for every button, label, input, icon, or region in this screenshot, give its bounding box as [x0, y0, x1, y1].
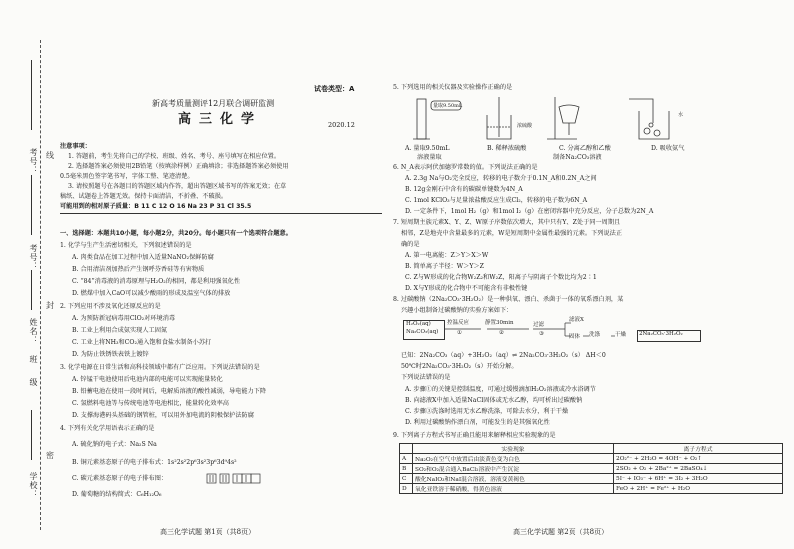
q6-option-c: C. 1mol KClO₃与足量浓盐酸反应生成Cl₂，转移的电子数为6N_A	[405, 197, 588, 204]
flow-step-1-num: ①	[457, 330, 462, 336]
q5-apparatus-figure	[407, 93, 737, 143]
atomic-masses: 可能用到的相对原子质量：B 11 C 12 O 16 Na 23 P 31 Cl 35.5	[60, 203, 252, 210]
notice-line-3: 0.5毫米黑色签字笔书写，字体工整、笔迹清楚。	[60, 173, 194, 180]
exam-date: 2020.12	[328, 121, 355, 129]
q5-acid-tag: 浓硫酸	[517, 123, 533, 129]
q5-option-a: A. 量取9.50mL	[405, 145, 450, 152]
q5-option-c: C. 分离乙醇和乙酸	[559, 145, 611, 152]
q7-stem-1: 7. 短周期主族元素X、Y、Z、W原子序数依次增大，其中只有Y、Z处于同一周期且	[393, 219, 621, 226]
table-header-cell: 实验现象	[413, 444, 614, 454]
flow-arrows	[443, 322, 643, 342]
page-2	[393, 0, 788, 549]
orbital-diagram	[206, 473, 276, 485]
flow-filter-num: ③	[539, 331, 544, 337]
q3-option-a: A. 锌锰干电池使用后电池内部的电能可以实现能量转化	[72, 376, 223, 383]
table-cell: 5I⁻ + IO₃⁻ + 6H⁺ = 3I₂ + 3H₂O	[614, 474, 783, 484]
notice-line-5: 稿纸、试题卷上答题无效。保持卡面清洁，不折叠、不破损。	[60, 193, 228, 200]
q3-option-d: D. 支撑海港码头基础的钢管桩，可以用外加电流的阴极保护法防腐	[72, 412, 254, 419]
q3-stem: 3. 化学电源在日常生活和高科技领域中都有广泛应用。下列说法错误的是	[60, 364, 260, 371]
q1-stem: 1. 化学与生产生活密切相关，下列叙述错误的是	[60, 242, 192, 249]
q8-option-a: A. 步骤①的关键是控制温度，可通过缓慢滴加H₂O₂溶液或冷水浴调节	[405, 386, 596, 393]
q1-option-a: A. 肉类食品在加工过程中加入适量NaNO₂保鲜防腐	[72, 254, 214, 261]
table-cell: B	[400, 464, 413, 474]
seal-char-3: 密	[46, 451, 54, 460]
table-cell: Na₂O₂在空气中放置后由淡黄色变为白色	[413, 454, 614, 464]
q7-stem-3: 确的是	[401, 241, 420, 248]
fill-line-3	[31, 270, 32, 310]
table-row	[400, 464, 783, 474]
q3-option-c: C. 氢燃料电池等与传统电池等电池相比，能量转化效率高	[72, 400, 229, 407]
divider	[60, 213, 382, 214]
q7-option-d: D. X与Y形成的化合物中不可能含有非极性键	[405, 285, 528, 292]
table-row	[400, 474, 783, 484]
q5-sub-a: 溶液量取	[417, 154, 442, 161]
q2-option-d: D. 为防止铁锈铁表铁上镀锌	[72, 351, 149, 358]
q7-option-a: A. 第一电离能：Z＞Y＞X＞W	[405, 252, 489, 259]
table-cell: FeO + 2H⁺ = Fe²⁺ + H₂O	[614, 484, 783, 494]
q4-option-b: B. 铜元素基态原子的电子排布式：1s²2s²2p⁶3s²3p⁶3d⁹4s²	[72, 459, 237, 466]
q6-option-b: B. 12g金刚石中含有的碳碳单键数为4N_A	[405, 186, 523, 193]
label-kaohao: 考号：	[29, 148, 38, 175]
q5-cylinder-tag: 量取9.50mL	[433, 103, 463, 109]
table-cell: SO₂和O₂混合通入BaCl₂溶液中产生沉淀	[413, 464, 614, 474]
q8-ask: 下列说法错误的是	[401, 374, 451, 381]
cut-line	[40, 40, 41, 530]
q7-option-b: B. 简单离子半径：W＞Y＞Z	[405, 263, 484, 270]
flow-na2co3: Na₂CO₃(aq)	[406, 329, 439, 335]
flow-product: 2Na₂CO₃·3H₂O₂	[639, 331, 683, 337]
q6-option-a: A. 2.3g Na与O₂完全反应，转移的电子数介于0.1N_A和0.2N_A之间	[405, 175, 597, 182]
q2-option-c: C. 工业上将NH₃和CO₂通入饱和食盐水制备小苏打	[72, 339, 212, 346]
flow-wash: 洗涤	[589, 332, 601, 338]
fill-line-4	[31, 410, 32, 460]
flow-dry: 干燥	[615, 332, 627, 338]
notice-title: 注意事项：	[60, 143, 91, 150]
flow-step-2-num: ②	[499, 330, 504, 336]
table-cell: A	[400, 454, 413, 464]
q8-given: 已知：2Na₂CO₃（aq）+3H₂O₂（aq）⇌ 2Na₂CO₃·3H₂O₂（s） ΔH＜0	[401, 352, 606, 359]
q8-stem-2: 兴趣小组制备过碳酸钠的实验方案如下：	[401, 307, 513, 314]
page-1	[60, 0, 385, 549]
table-cell: D	[400, 484, 413, 494]
flow-h2o2: H₂O₂(aq)	[406, 321, 431, 327]
q8-option-d: D. 利用过碳酸钠作漂白剂，可能发生的是其强氧化性	[405, 419, 550, 426]
flow-solid: 固体	[569, 334, 581, 340]
subject-title: 高三化学	[178, 112, 263, 127]
fill-line-2	[31, 175, 32, 235]
q4-option-a: A. 硫化钠的电子式：Na₂S Na	[72, 441, 157, 448]
q8-option-b: B. 向滤液X中加入适量NaCl固体或无水乙醇，均可析出过碳酸钠	[405, 397, 583, 404]
flow-filtrate-x: 滤液X	[569, 317, 584, 323]
section-1-title: 一、选择题：本题共10小题，每小题2分，共20分。每小题只有一个选项符合题意。	[60, 230, 292, 237]
table-cell: 2O₂²⁻ + 2H₂O = 4OH⁻ + O₂↑	[614, 454, 783, 464]
notice-line-4: 3. 请按照题号在各题目的答题区域内作答，超出答题区域书写的答案无效；在草	[68, 183, 287, 190]
q7-stem-2: 相邻，Z是地壳中含量最多的元素，W是短周期中金属性最强的元素。下列说法正	[401, 230, 623, 237]
binding-strip	[0, 0, 52, 549]
q9-table	[399, 443, 783, 494]
q1-option-d: D. 燃煤中加入CaO可以减少酸雨的形成及温室气体的排放	[72, 290, 231, 297]
table-row	[400, 484, 783, 494]
q8-stem-1: 8. 过碳酸钠（2Na₂CO₃·3H₂O₂）是一种供氧、漂白、杀菌于一体的氧系漂白剂，某	[393, 296, 624, 303]
q4-option-c: C. 碳元素基态原子的电子排布图：	[72, 475, 168, 482]
flow-step-2: 静置30min	[485, 320, 514, 326]
q1-option-b: B. 合用清洁剂加热后产生钢呼芬香硅等有害物质	[72, 266, 205, 273]
table-cell: 酸化NaIO₃和NaI混合溶液，溶液变黄褐色	[413, 474, 614, 484]
notice-line-1: 1. 答题前，考生先将自己的学校、班级、姓名、考号、座号填写在相应位置。	[68, 153, 281, 160]
exam-header: 新高考质量测评12月联合调研监测	[152, 99, 275, 108]
q5-sub-c: 制备Na₂CO₃溶液	[553, 154, 602, 161]
table-cell: C	[400, 474, 413, 484]
exam-type: 试卷类型：A	[314, 85, 355, 93]
q3-option-b: B. 铅蓄电池在使用一段时间后，电解质溶液的酸性减弱，导电能力下降	[72, 388, 267, 395]
seal-char-2: 封	[46, 301, 54, 310]
table-cell: 氧化亚铁溶于稀硝酸，得黄色溶液	[413, 484, 614, 494]
table-header-row	[400, 444, 783, 454]
table-header-cell: 离子方程式	[614, 444, 783, 454]
q6-option-d: D. 一定条件下，1mol H₂（g）和1mol I₂（g）在密闭容器中充分反应，分子总数为2N_A	[405, 208, 654, 215]
q8-option-c: C. 步骤③洗涤时选用无水乙醇洗涤，可除去水分，利于干燥	[405, 408, 569, 415]
page-2-footer: 高三化学试题 第2页（共8页）	[513, 528, 609, 536]
q8-given-2: 50℃时2Na₂CO₃·3H₂O₂（s）开始分解。	[401, 363, 518, 370]
q1-option-c: C. “84”消毒液的消毒原理与H₂O₂的相同，都是利用强氧化性	[72, 278, 241, 285]
label-xuexiao: 学校：	[29, 472, 38, 499]
label-ban: 班	[29, 355, 38, 364]
notice-line-2: 2. 选择题答案必须使用2B铅笔（按填涂样例）正确填涂；非选择题答案必须使用	[68, 163, 289, 170]
table-header-cell	[400, 444, 413, 454]
q5-water-tag: 水	[678, 112, 684, 118]
page-1-footer: 高三化学试题 第1页（共8页）	[160, 528, 256, 536]
q5-option-d: D. 吸收氨气	[651, 145, 685, 152]
label-kaohao-2: 考号：	[29, 244, 38, 271]
q2-stem: 2. 下列应用不涉及氧化还原反应的是	[60, 303, 161, 310]
q5-option-b: B. 稀释浓硫酸	[487, 145, 527, 152]
label-ji: 级	[29, 378, 38, 387]
fill-line-kaohao	[31, 60, 32, 130]
q4-option-d: D. 葡萄糖的结构简式：C₆H₁₂O₆	[72, 491, 162, 498]
q4-stem: 4. 下列有关化学用语表示正确的是	[60, 425, 155, 432]
q2-option-b: B. 工业上利用合成氨实现人工固氮	[72, 327, 168, 334]
q7-option-c: C. Z与W形成的化合物W₂Z₂和W₂Z，阳离子与阴离子个数比均为2∶1	[405, 274, 597, 281]
flow-filter: 过滤	[533, 322, 545, 328]
q2-option-a: A. 为预防新冠病毒用ClO₂对环境消毒	[72, 315, 176, 322]
flow-step-1: 控温反应	[447, 320, 470, 326]
label-xingming: 姓名：	[29, 318, 38, 345]
seal-char-1: 线	[46, 151, 54, 160]
q5-stem: 5. 下列选用的相关仪器及实验操作正确的是	[393, 84, 513, 91]
q6-stem: 6. N_A表示阿伏加德罗常数的值。下列说法正确的是	[393, 164, 538, 171]
q9-stem: 9. 下列离子方程式书写正确且能用来解释相应实验现象的是	[393, 432, 556, 439]
table-row	[400, 454, 783, 464]
table-cell: 2SO₂ + O₂ + 2Ba²⁺ = 2BaSO₄↓	[614, 464, 783, 474]
